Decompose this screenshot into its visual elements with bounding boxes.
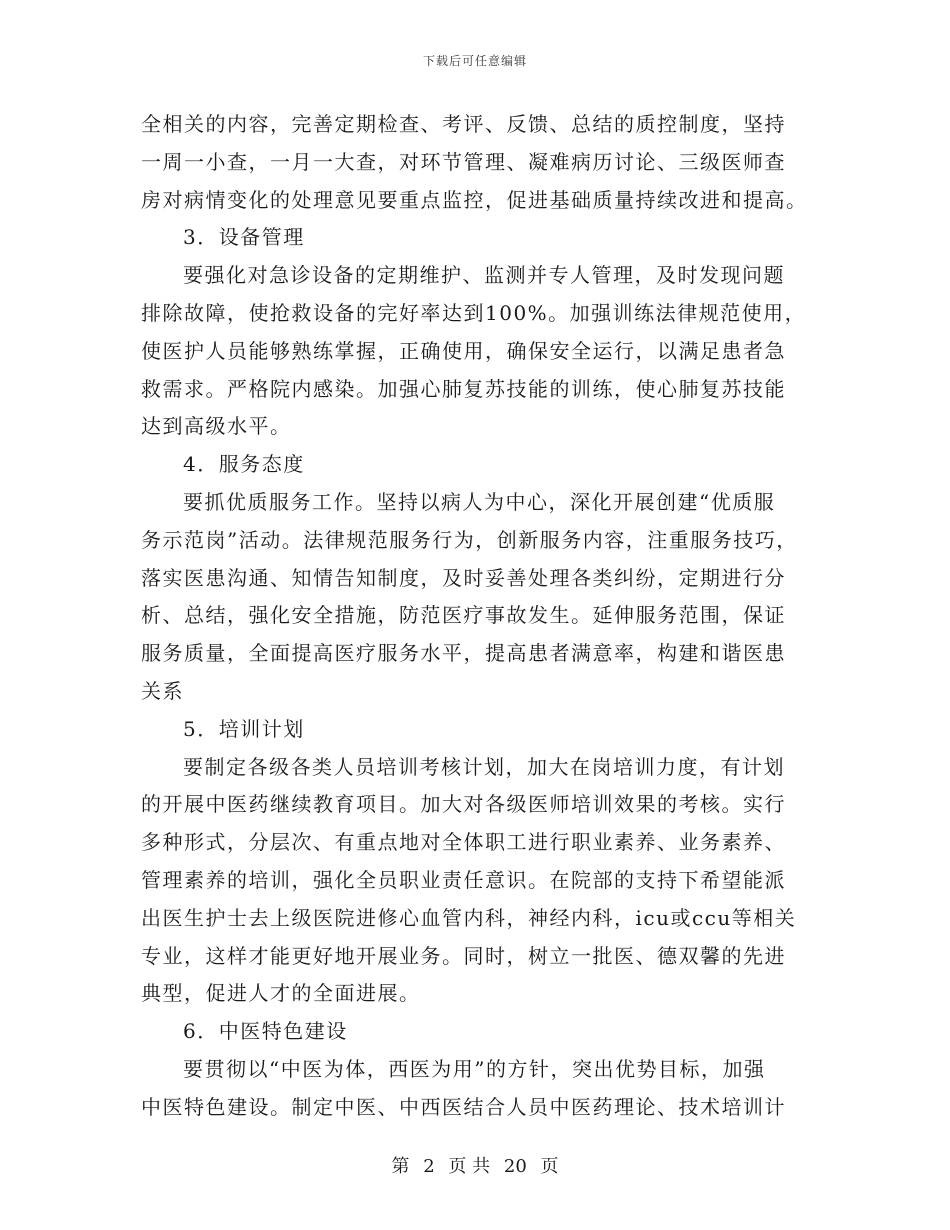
- total-pages: 20: [503, 1156, 527, 1177]
- text-line: 的开展中医药继续教育项目。加大对各级医师培训效果的考核。实行: [141, 792, 786, 817]
- text-line: 要贯彻以“中医为体，西医为用”的方针，突出优势目标，加强: [183, 1056, 766, 1081]
- text-line: 达到高级水平。: [141, 414, 292, 439]
- text-line: 要抓优质服务工作。坚持以病人为中心，深化开展创建“优质服: [183, 489, 776, 514]
- document-body: [141, 106, 821, 1127]
- text-line: 典型，促进人才的全面进展。: [141, 981, 421, 1006]
- page-footer: [0, 1152, 950, 1178]
- text-line: 一周一小查，一月一大查，对环节管理、凝难病历讨论、三级医师查: [141, 149, 786, 174]
- text-line: 关系: [141, 678, 184, 703]
- text-line: 使医护人员能够熟练掌握，正确使用，确保安全运行，以满足患者急: [141, 338, 786, 363]
- text-line: 房对病情变化的处理意见要重点监控，促进基础质量持续改进和提高。: [141, 187, 808, 212]
- text-line: 救需求。严格院内感染。加强心肺复苏技能的训练，使心肺复苏技能: [141, 376, 786, 401]
- section-heading-training: 5．培训计划: [183, 716, 305, 741]
- text-line: 出医生护士去上级医院进修心血管内科，神经内科，icu或ccu等相关: [141, 905, 797, 930]
- text-line: 析、总结，强化安全措施，防范医疗事故发生。延伸服务范围，保证: [141, 603, 786, 628]
- footer-middle: 页 共: [448, 1156, 491, 1177]
- text-line: 多种形式，分层次、有重点地对全体职工进行职业素养、业务素养、: [141, 830, 786, 855]
- page-number: 2: [423, 1156, 435, 1177]
- section-heading-equipment: 3．设备管理: [183, 225, 305, 250]
- text-line: 务示范岗”活动。法律规范服务行为，创新服务内容，注重服务技巧，: [141, 527, 798, 552]
- text-line: 要制定各级各类人员培训考核计划，加大在岗培训力度，有计划: [183, 754, 785, 779]
- text-line: 排除故障，使抢救设备的完好率达到100%。加强训练法律规范使用，: [141, 300, 807, 325]
- text-line: 服务质量，全面提高医疗服务水平，提高患者满意率，构建和谐医患: [141, 641, 786, 666]
- footer-suffix: 页: [540, 1156, 559, 1177]
- footer-prefix: 第: [391, 1156, 410, 1177]
- text-line: 专业，这样才能更好地开展业务。同时，树立一批医、德双馨的先进: [141, 943, 786, 968]
- text-line: 要强化对急诊设备的定期维护、监测并专人管理，及时发现问题: [183, 263, 785, 288]
- section-heading-tcm: 6．中医特色建设: [183, 1019, 348, 1044]
- page-header: 下载后可任意编辑: [422, 54, 527, 68]
- section-heading-service: 4．服务态度: [183, 452, 305, 477]
- text-line: 管理素养的培训，强化全员职业责任意识。在院部的支持下希望能派: [141, 867, 786, 892]
- text-line: 全相关的内容，完善定期检查、考评、反馈、总结的质控制度，坚持: [141, 112, 786, 136]
- text-line: 落实医患沟通、知情告知制度，及时妥善处理各类纠纷，定期进行分: [141, 565, 786, 590]
- text-line: 中医特色建设。制定中医、中西医结合人员中医药理论、技术培训计: [141, 1094, 786, 1119]
